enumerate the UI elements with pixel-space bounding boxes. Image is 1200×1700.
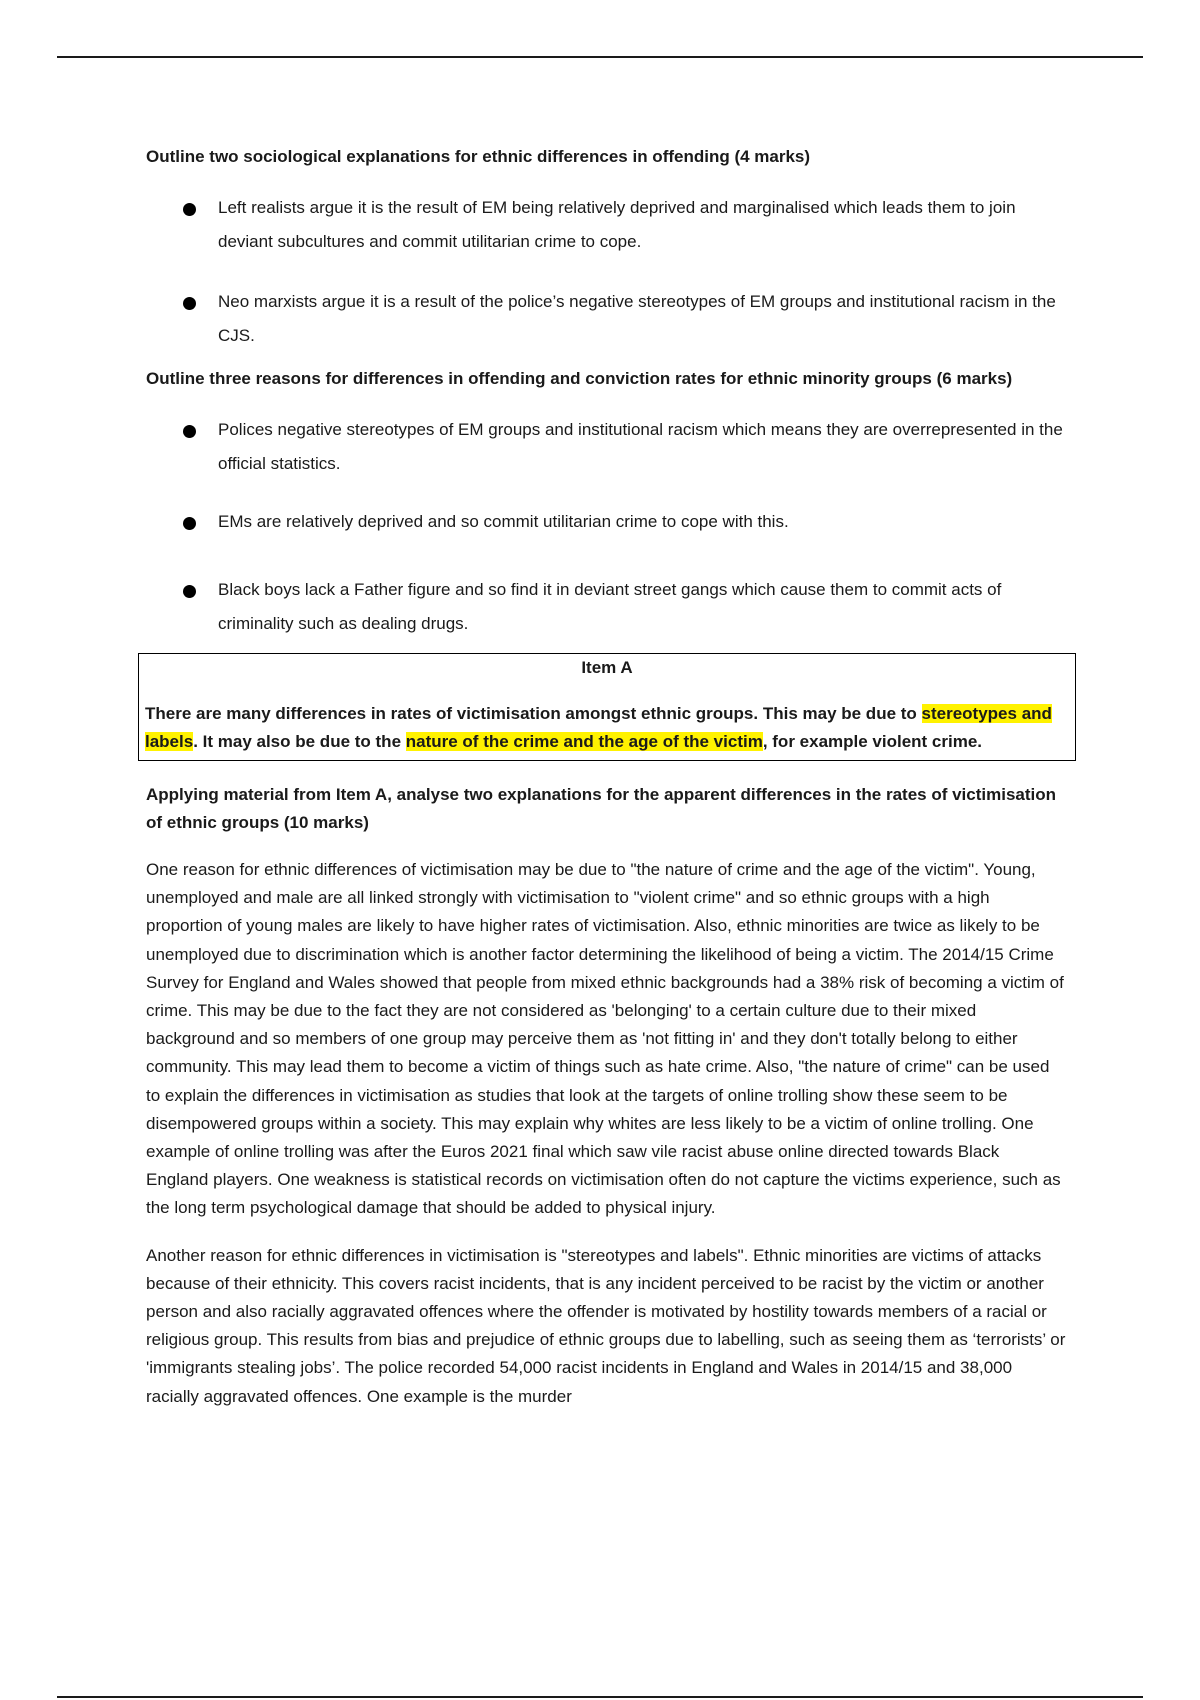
bullet-item — [146, 573, 1066, 641]
item-a-box — [138, 653, 1076, 761]
question-3-heading: Applying material from Item A, analyse two explanations for the apparent differences in the rates of victimisation of ethnic groups (10 marks) — [146, 785, 1057, 832]
item-a-text-part: . It may also be due to the — [193, 732, 406, 751]
question-1-heading: Outline two sociological explanations for ethnic differences in offending (4 marks) — [146, 147, 811, 166]
bullet-item — [146, 413, 1066, 481]
bottom-rule — [57, 1696, 1143, 1698]
bullet-text: EMs are relatively deprived and so commit utilitarian crime to cope with this. — [218, 512, 789, 531]
bullet-item — [146, 285, 1066, 353]
answer-paragraph: One reason for ethnic differences of victimisation may be due to "the nature of crime and the age of the victim". Young, unemployed and male are all linked strongly with victimisation to "violent crime" and so ethnic groups with a high proportion of young males are likely to have higher rates of victimisation. Also, ethnic minorities are twice as likely to be unemployed due to discrimination which is another factor determining the likelihood of being a victim. The 2014/15 Crime Survey for England and Wales showed that people from mixed ethnic backgrounds had a 38% risk of becoming a victim of crime. This may be due to the fact they are not considered as 'belonging' to a certain culture due to their mixed background and so members of one group may perceive them as 'not fitting in' and they don't totally belong to either community. This may lead them to become a victim of things such as hate crime. Also, "the nature of crime" can be used to explain the differences in victimisation as studies that look at the targets of online trolling show these seem to be disempowered groups within a society. This may explain why whites are less likely to be a victim of online trolling. One example of online trolling was after the Euros 2021 final which saw vile racist abuse online directed towards Black England players. One weakness is statistical records on victimisation often do not capture the victims experience, such as the long term psychological damage that should be added to physical injury. — [146, 860, 1064, 1218]
question-2-answers — [146, 413, 1066, 641]
item-a-highlight: nature of the crime and the age of the victim — [405, 732, 763, 751]
bullet-icon — [183, 517, 196, 530]
bullet-text: Black boys lack a Father figure and so find it in deviant street gangs which cause them to commit acts of criminality such as dealing drugs. — [218, 580, 1002, 633]
bullet-text: Polices negative stereotypes of EM groups and institutional racism which means they are overrepresented in the official statistics. — [218, 420, 1063, 473]
document-body — [146, 143, 1066, 1411]
bullet-icon — [183, 425, 196, 438]
item-a-highlight: stereotypes and labels — [145, 704, 1052, 751]
bullet-text: Neo marxists argue it is a result of the police’s negative stereotypes of EM groups and institutional racism in the CJS. — [218, 292, 1056, 345]
bullet-item — [146, 505, 1066, 539]
item-a-text-part: There are many differences in rates of victimisation amongst ethnic groups. This may be due to — [145, 704, 922, 723]
question-2-heading: Outline three reasons for differences in offending and conviction rates for ethnic minority groups (6 marks) — [146, 369, 1013, 388]
bullet-icon — [183, 585, 196, 598]
question-1-answers — [146, 191, 1066, 353]
item-a-text-part: , for example violent crime. — [762, 732, 983, 751]
item-a-text — [145, 700, 1069, 756]
answer-paragraph: Another reason for ethnic differences in victimisation is "stereotypes and labels". Ethnic minorities are victims of attacks because of their ethnicity. This covers racist incidents, that is any incident perceived to be racist by the victim or another person and also racially aggravated offences where the offender is motivated by hostility towards members of a racial or religious group. This results from bias and prejudice of ethnic groups due to labelling, such as seeing them as ‘terrorists’ or 'immigrants stealing jobs’. The police recorded 54,000 racist incidents in England and Wales in 2014/15 and 38,000 racially aggravated offences. One example is the murder — [146, 1245, 1066, 1406]
bullet-text: Left realists argue it is the result of EM being relatively deprived and marginalised which leads them to join deviant subcultures and commit utilitarian crime to cope. — [218, 198, 1016, 251]
bullet-icon — [183, 203, 196, 216]
item-a-title: Item A — [581, 658, 633, 677]
bullet-icon — [183, 297, 196, 310]
bullet-item — [146, 191, 1066, 259]
top-rule — [57, 56, 1143, 58]
